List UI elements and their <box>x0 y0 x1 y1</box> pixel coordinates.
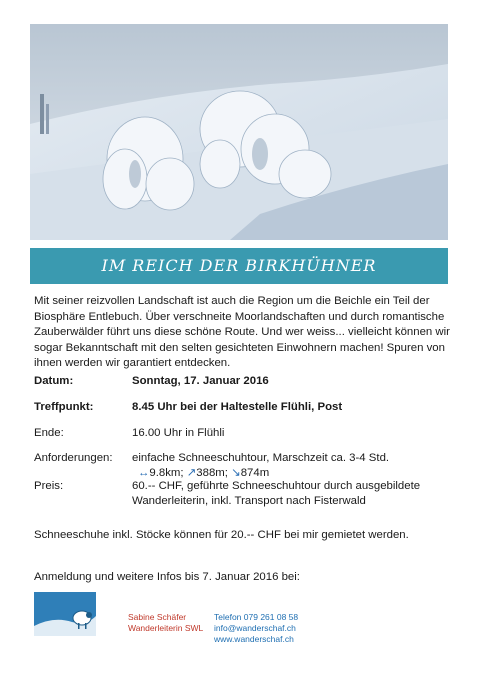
preis-label: Preis: <box>34 480 64 492</box>
contact-role: Wanderleiterin SWL <box>128 623 204 633</box>
schneeschuhe-note: Schneeschuhe inkl. Stöcke können für 20.-- CHF bei mir gemietet werden. <box>34 529 409 541</box>
contact-email[interactable]: info@wanderschaf.ch <box>214 623 296 633</box>
anforderungen-value: einfache Schneeschuhtour, Marschzeit ca. 3-4 Std. <box>132 452 390 464</box>
descent-value: 874m <box>240 467 270 479</box>
distance-arrow-icon: ↔ <box>138 467 150 479</box>
anforderungen-value-block <box>132 451 452 481</box>
contact-name: Sabine Schäfer <box>128 612 187 622</box>
event-title: IM REICH DER BIRKHÜHNER <box>101 256 377 275</box>
descent-arrow-icon: ↘ <box>231 467 241 479</box>
contact-website[interactable]: www.wanderschaf.ch <box>214 634 294 644</box>
anforderungen-label: Anforderungen: <box>34 452 113 464</box>
contact-person <box>128 612 203 634</box>
anmeldung-note: Anmeldung und weitere Infos bis 7. Januar 2016 bei: <box>34 571 300 583</box>
wanderschaf-logo <box>34 586 106 644</box>
event-title-banner <box>30 248 448 284</box>
treffpunkt-label: Treffpunkt: <box>34 401 94 413</box>
distance-value: 9.8km; <box>149 467 184 479</box>
treffpunkt-value: 8.45 Uhr bei der Haltestelle Flühli, Post <box>132 401 343 413</box>
datum-value: Sonntag, 17. Januar 2016 <box>132 375 269 387</box>
ascent-value: 388m; <box>196 467 228 479</box>
contact-phone[interactable]: Telefon 079 261 08 58 <box>214 612 299 622</box>
preis-value: 60.-- CHF, geführte Schneeschuhtour durch ausgebildete Wanderleiterin, inkl. Transport nach Fisterwald <box>132 480 421 507</box>
contact-details <box>214 612 298 645</box>
ascent-arrow-icon: ↗ <box>186 467 197 479</box>
intro-paragraph: Mit seiner reizvollen Landschaft ist auch die Region um die Beichle ein Teil der Biosphäre Entlebuch. Über verschneite Moorlandschaften und durch romantische Zauberwälder führt uns diese schöne Route. Und wer weiss... vielleicht können wir sogar Bekanntschaft mit den selten gesichteten Einwohnern machen! Spuren von ihnen werden wir garantiert entdecken. <box>34 295 450 369</box>
datum-label: Datum: <box>34 375 74 387</box>
ende-value: 16.00 Uhr in Flühli <box>132 427 225 439</box>
ende-label: Ende: <box>34 427 64 439</box>
snow-landscape-photo <box>30 24 448 240</box>
contact-footer <box>34 586 454 646</box>
